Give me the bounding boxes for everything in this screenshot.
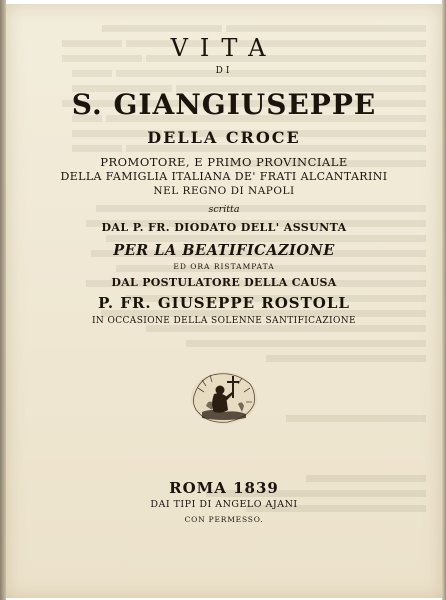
editor-name: P. FR. GIUSEPPE ROSTOLL (98, 294, 350, 312)
subtitle-promotore: PROMOTORE, E PRIMO PROVINCIALE (100, 155, 348, 169)
title-vita: VITA (170, 34, 278, 62)
beatificazione-line: PER LA BEATIFICAZIONE (113, 242, 335, 259)
saint-name: S. GIANGIUSEPPE (71, 88, 377, 121)
imprint-printer: DAI TIPI DI ANGELO AJANI (150, 499, 298, 510)
page-edge (442, 0, 446, 600)
title-page (6, 4, 442, 598)
occasione-line: IN OCCASIONE DELLA SOLENNE SANTIFICAZIONE (91, 316, 357, 326)
subtitle-regno: NEL REGNO DI NAPOLI (153, 185, 295, 197)
author-line: DAL P. FR. DIODATO DELL' ASSUNTA (101, 221, 347, 234)
imprint-place-year: ROMA 1839 (169, 479, 279, 497)
postulatore-line: DAL POSTULATORE DELLA CAUSA (111, 276, 337, 289)
saint-engraving-icon (188, 366, 260, 426)
scritta-label: scritta (208, 204, 240, 215)
ristampata-line: ED ORA RISTAMPATA (173, 262, 275, 271)
saint-epithet: DELLA CROCE (147, 128, 301, 147)
subtitle-famiglia: DELLA FAMIGLIA ITALIANA DE' FRATI ALCANTARINI (60, 170, 388, 183)
title-di: DI (215, 66, 233, 76)
imprint-permission: CON PERMESSO. (184, 515, 264, 524)
